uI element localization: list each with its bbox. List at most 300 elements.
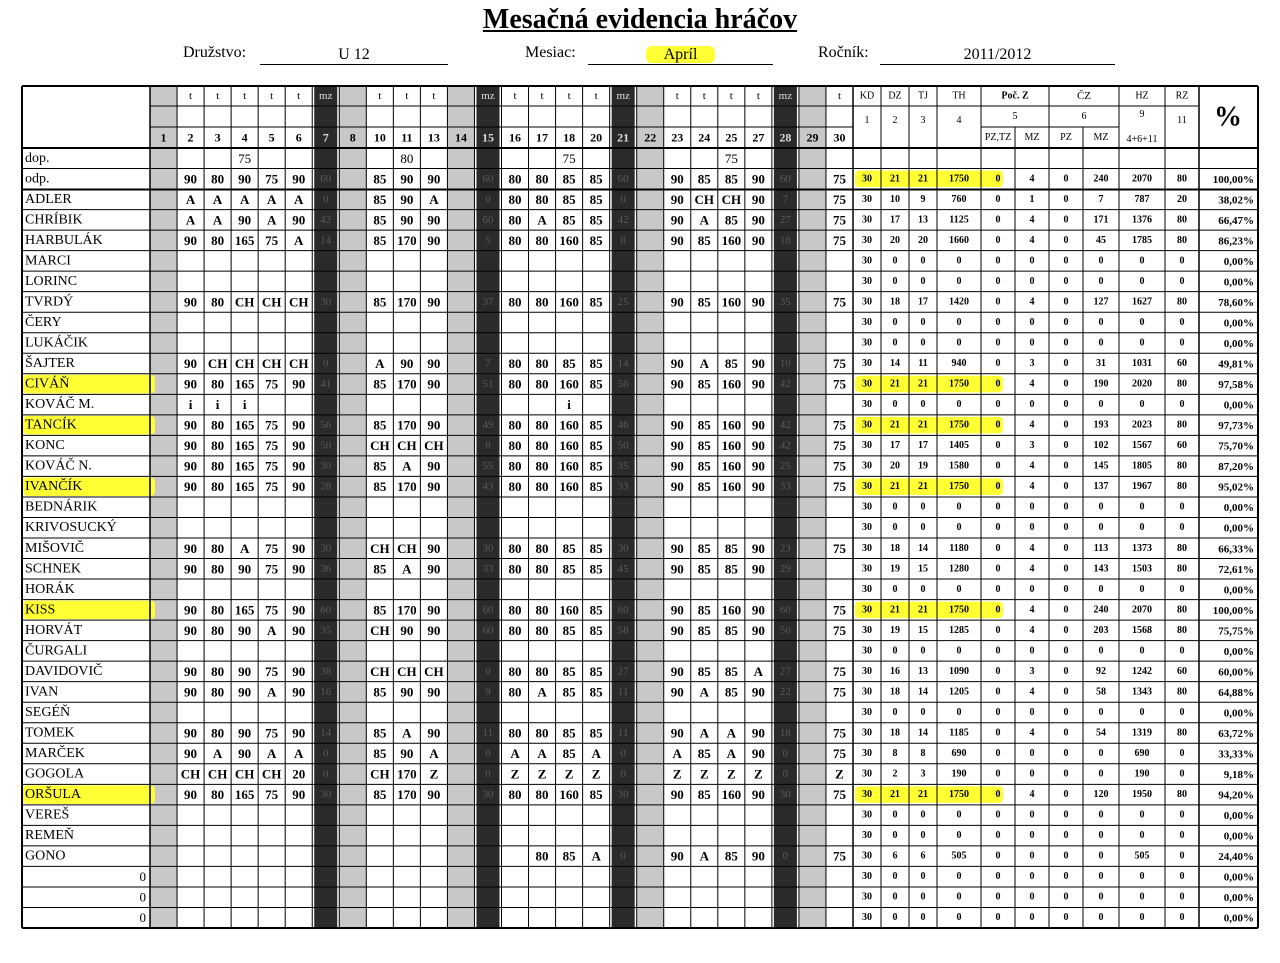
stat-value: 0 <box>1063 460 1069 472</box>
day-value: 49 <box>482 419 494 432</box>
day-value: 80 <box>535 663 549 679</box>
day-value: 85 <box>697 438 711 454</box>
page-title: Mesačná evidencia hráčov <box>482 4 798 35</box>
stat-value: 0 <box>1063 440 1069 452</box>
stat-value: 30 <box>862 173 872 185</box>
player-name: KOVÁČ M. <box>25 397 95 413</box>
day-value: A <box>591 746 601 762</box>
day-value: 43 <box>482 480 494 493</box>
stat-value: 0 <box>920 337 926 349</box>
day-value: 30 <box>320 460 332 473</box>
day-value: 85 <box>589 356 603 372</box>
stat-value: 4 <box>1029 378 1035 390</box>
day-value: 90 <box>184 438 198 454</box>
stat-value: 240 <box>1093 173 1109 185</box>
day-value: 41 <box>320 378 332 391</box>
month-label: Mesiac: <box>525 44 576 61</box>
day-value: 85 <box>373 479 387 495</box>
stat-value: 0 <box>892 583 898 595</box>
day-value: 90 <box>427 376 441 392</box>
day-type: t <box>297 90 301 102</box>
day-value: 85 <box>373 561 387 577</box>
stat-value: 4 <box>1029 686 1035 698</box>
stat-value: 0 <box>1139 912 1145 924</box>
day-value: 0 <box>620 193 626 206</box>
day-value: A <box>402 561 412 577</box>
stat-value: 31 <box>1096 358 1106 370</box>
stat-value: 1180 <box>949 542 969 554</box>
stat-value: 0 <box>995 748 1001 760</box>
day-value: 80 <box>508 294 522 310</box>
day-value: 90 <box>292 417 306 433</box>
day-value: 160 <box>559 376 579 392</box>
day-value: 90 <box>751 787 765 803</box>
day-value: 85 <box>562 171 576 187</box>
stat-value: 30 <box>862 460 872 472</box>
stat-value: 21 <box>918 481 928 493</box>
day-value: 18 <box>779 234 791 247</box>
day-value: 90 <box>751 376 765 392</box>
day-value: 80 <box>508 540 522 556</box>
day-value: 90 <box>427 561 441 577</box>
row-label: 0 <box>139 889 146 905</box>
player-name: ČERY <box>25 314 62 330</box>
day-type: mz <box>778 90 793 102</box>
percent-value: 66,33% <box>1218 543 1254 556</box>
stat-value: 4 <box>1029 419 1035 431</box>
day-value: 75 <box>832 171 846 187</box>
stat-value: 0 <box>1029 645 1035 657</box>
day-value: 90 <box>184 561 198 577</box>
day-number: 24 <box>698 130 711 145</box>
day-value: 160 <box>559 232 579 248</box>
day-value: 85 <box>724 561 738 577</box>
day-value: 160 <box>721 232 742 248</box>
stat-value: 0 <box>1063 255 1069 267</box>
day-type: t <box>216 90 220 102</box>
stat-value: 0 <box>1179 768 1185 780</box>
stat-value: 21 <box>890 378 900 390</box>
player-name: HORVÁT <box>25 622 83 638</box>
row-label: 0 <box>139 910 146 926</box>
day-value: 90 <box>670 438 684 454</box>
day-value: 90 <box>751 746 765 762</box>
day-value: 160 <box>559 602 579 618</box>
day-value: 90 <box>292 787 306 803</box>
day-value: 0 <box>323 193 329 206</box>
stat-value: 0 <box>1179 891 1185 903</box>
day-value: A <box>699 848 709 864</box>
dark-column <box>314 86 337 928</box>
stat-value: 102 <box>1093 440 1109 452</box>
day-value: 30 <box>320 295 332 308</box>
day-value: CH <box>424 438 444 454</box>
player-name: LORINC <box>25 273 78 289</box>
day-value: 10 <box>779 357 791 370</box>
percent-value: 78,60% <box>1218 296 1254 309</box>
day-value: 90 <box>184 540 198 556</box>
stat-value: 0 <box>1029 748 1035 760</box>
day-number: 22 <box>644 130 657 145</box>
day-value: 170 <box>397 787 417 803</box>
stat-value: 1627 <box>1132 296 1152 308</box>
stat-value: 30 <box>862 891 872 903</box>
stat-value: 1405 <box>949 440 969 452</box>
player-name: ČURGALI <box>25 643 88 659</box>
day-value: 80 <box>211 663 225 679</box>
stat-value: 0 <box>1179 871 1185 883</box>
stat-value: 30 <box>862 850 872 862</box>
stat-value: 30 <box>862 665 872 677</box>
stat-value: 0 <box>1139 316 1145 328</box>
stat-value: 0 <box>1063 748 1069 760</box>
day-value: 90 <box>292 479 306 495</box>
day-value: 90 <box>670 622 684 638</box>
day-value: A <box>726 725 737 741</box>
day-value: A <box>266 191 277 207</box>
stat-value: 4 <box>1029 173 1035 185</box>
day-value: 38 <box>320 665 332 678</box>
stat-value: 21 <box>890 481 900 493</box>
percent-value: 0,00% <box>1223 892 1254 905</box>
stat-value: 21 <box>918 419 928 431</box>
stat-value: 0 <box>920 912 926 924</box>
day-value: 90 <box>292 602 306 618</box>
day-value: 85 <box>589 232 603 248</box>
day-value: 75 <box>265 376 279 392</box>
stat-value: 1750 <box>949 604 969 616</box>
day-value: 33 <box>482 562 494 575</box>
day-value: 80 <box>535 294 549 310</box>
stat-number: 3 <box>920 115 926 126</box>
player-name: GONO <box>25 848 66 864</box>
player-name: TANCÍK <box>25 417 77 433</box>
day-value: 75 <box>832 458 846 474</box>
day-value: CH <box>180 766 201 782</box>
stat-value: 0 <box>1139 522 1145 534</box>
day-value: 85 <box>373 602 387 618</box>
day-value: 90 <box>751 356 765 372</box>
stat-value: 1242 <box>1132 665 1152 677</box>
stat-value: 0 <box>1098 316 1104 328</box>
stat-value: 18 <box>890 727 900 739</box>
day-value: 60 <box>617 172 629 185</box>
day-value: 80 <box>535 602 549 618</box>
day-value: 85 <box>589 725 603 741</box>
player-name: SCHNEK <box>25 561 82 577</box>
day-number: 4 <box>241 130 248 145</box>
stat-value: 0 <box>1179 912 1185 924</box>
day-value: 90 <box>751 212 765 228</box>
player-name: HARBULÁK <box>25 232 103 248</box>
stat-value: 30 <box>862 686 872 698</box>
stat-value: 0 <box>995 604 1001 616</box>
day-type: t <box>378 90 382 102</box>
stat-value: 21 <box>890 419 900 431</box>
day-value: 160 <box>721 787 742 803</box>
day-value: 90 <box>670 458 684 474</box>
day-type: t <box>567 90 571 102</box>
stat-value: 0 <box>920 809 926 821</box>
day-value: 90 <box>184 417 198 433</box>
stat-value: 0 <box>995 440 1001 452</box>
day-value: 90 <box>670 479 684 495</box>
stat-value: 0 <box>995 645 1001 657</box>
day-value: 80 <box>535 725 549 741</box>
day-value: 25 <box>779 460 791 473</box>
stat-value: 0 <box>956 830 962 842</box>
day-value: 0 <box>323 768 329 781</box>
day-value: 90 <box>751 417 765 433</box>
percent-value: 95,02% <box>1218 481 1254 494</box>
day-value: A <box>212 746 223 762</box>
percent-value: 86,23% <box>1218 235 1254 248</box>
percent-value: 0,00% <box>1223 584 1254 597</box>
stat-value: 0 <box>1098 501 1104 513</box>
day-value: 90 <box>751 458 765 474</box>
stat-value: 0 <box>1098 912 1104 924</box>
dark-column <box>612 86 635 928</box>
day-value: 80 <box>535 356 549 372</box>
day-value: 165 <box>234 602 255 618</box>
stat-header: RZ <box>1175 90 1189 102</box>
day-value: A <box>212 212 223 228</box>
stat-value: 30 <box>862 645 872 657</box>
stat-value: 120 <box>1093 789 1109 801</box>
stat-value: 0 <box>920 830 926 842</box>
shaded-column <box>799 86 826 928</box>
stat-value: 80 <box>1177 686 1187 698</box>
day-value: CH <box>207 766 228 782</box>
percent-value: 24,40% <box>1218 851 1254 864</box>
day-value: 42 <box>617 213 629 226</box>
stat-value: 30 <box>862 583 872 595</box>
percent-value: 0,00% <box>1223 255 1254 268</box>
day-value: 90 <box>184 602 198 618</box>
day-value: 33 <box>779 480 791 493</box>
stat-value: 0 <box>1139 399 1145 411</box>
day-value: 9 <box>485 685 491 698</box>
day-value: 80 <box>535 191 549 207</box>
day-value: 90 <box>400 622 414 638</box>
stat-value: 0 <box>1139 809 1145 821</box>
day-value: A <box>402 725 412 741</box>
day-value: 90 <box>427 622 441 638</box>
percent-value: 0,00% <box>1223 645 1254 658</box>
day-value: 90 <box>670 848 684 864</box>
day-value: 85 <box>373 294 387 310</box>
stat-value: 0 <box>892 809 898 821</box>
day-value: 80 <box>535 622 549 638</box>
day-value: 90 <box>751 438 765 454</box>
stat-value: 80 <box>1177 727 1187 739</box>
stat-value: 0 <box>1098 850 1104 862</box>
stat-value: 0 <box>995 665 1001 677</box>
day-type: t <box>540 90 544 102</box>
day-number: 20 <box>590 130 603 145</box>
day-value: 90 <box>427 232 441 248</box>
day-value: Z <box>726 766 736 782</box>
stat-value: 1373 <box>1132 542 1152 554</box>
stat-value: 0 <box>1029 275 1035 287</box>
stat-value: 0 <box>956 583 962 595</box>
day-value: 75 <box>832 540 846 556</box>
stat-value: 1567 <box>1132 440 1152 452</box>
stat-value: 0 <box>1063 583 1069 595</box>
day-value: 85 <box>697 232 711 248</box>
stat-value: 0 <box>956 337 962 349</box>
stat-value: 30 <box>862 542 872 554</box>
day-value: 80 <box>508 212 522 228</box>
stat-value: 1031 <box>1132 358 1152 370</box>
day-value: Z <box>510 766 520 782</box>
stat-value: 1967 <box>1132 481 1152 493</box>
stat-value: 0 <box>920 583 926 595</box>
day-value: 50 <box>617 439 629 452</box>
day-value: 75 <box>832 191 846 207</box>
day-value: A <box>672 746 682 762</box>
day-value: A <box>699 356 709 372</box>
percent-value: 0,00% <box>1223 502 1254 515</box>
day-value: 60 <box>482 172 494 185</box>
day-type: t <box>837 90 842 102</box>
day-value: 75 <box>832 663 846 679</box>
day-number: 7 <box>322 130 329 145</box>
group-header: ČZ <box>1076 90 1092 102</box>
day-value: 0 <box>620 747 626 760</box>
day-value: 85 <box>697 171 711 187</box>
stat-value: 80 <box>1177 542 1187 554</box>
day-value: 170 <box>397 417 417 433</box>
player-name: LUKÁČIK <box>25 335 88 351</box>
day-value: Z <box>672 766 682 782</box>
day-value: 75 <box>832 212 846 228</box>
day-value: 90 <box>427 417 441 433</box>
stat-value: 4 <box>1029 214 1035 226</box>
stat-value: 80 <box>1177 460 1187 472</box>
day-value: 85 <box>589 663 603 679</box>
stat-value: 0 <box>995 460 1001 472</box>
stat-value: 80 <box>1177 563 1187 575</box>
day-value: 80 <box>508 561 522 577</box>
stat-value: 0 <box>995 234 1001 246</box>
stat-value: 30 <box>862 563 872 575</box>
stat-value: 0 <box>956 891 962 903</box>
day-value: CH <box>288 294 309 310</box>
day-number: 11 <box>401 130 413 145</box>
stat-value: 0 <box>995 419 1001 431</box>
stat-value: 3 <box>1029 358 1035 370</box>
day-value: 85 <box>589 787 603 803</box>
day-value: CH <box>234 356 255 372</box>
day-value: 35 <box>617 460 629 473</box>
group-header: Poč. Z <box>1001 90 1029 102</box>
stat-value: 3 <box>920 768 926 780</box>
day-number: 6 <box>295 130 302 145</box>
day-value: 85 <box>373 787 387 803</box>
day-value: 90 <box>292 622 306 638</box>
stat-value: 0 <box>1179 748 1185 760</box>
day-value: 14 <box>617 357 629 370</box>
stat-value: 0 <box>1063 275 1069 287</box>
stat-value: 21 <box>918 789 928 801</box>
stat-value: 0 <box>892 830 898 842</box>
stat-value: 137 <box>1093 481 1109 493</box>
stat-value: 20 <box>918 234 928 246</box>
stat-value: 20 <box>890 234 900 246</box>
percent-header: % <box>1214 101 1242 133</box>
stat-value: 21 <box>918 378 928 390</box>
day-value: A <box>753 663 764 679</box>
day-value: A <box>266 746 277 762</box>
day-value: 90 <box>292 561 306 577</box>
stat-value: 0 <box>1098 645 1104 657</box>
stat-value: 0 <box>956 275 962 287</box>
day-value: 75 <box>265 540 279 556</box>
day-value: CH <box>370 540 390 556</box>
stat-value: 4 <box>1029 234 1035 246</box>
day-number: 21 <box>617 130 630 145</box>
day-value: 80 <box>508 356 522 372</box>
stat-value: 0 <box>995 830 1001 842</box>
day-value: A <box>429 191 439 207</box>
day-value: 50 <box>320 439 332 452</box>
day-value: 75 <box>832 602 846 618</box>
day-value: A <box>266 212 277 228</box>
day-type: t <box>432 90 436 102</box>
stat-value: 80 <box>1177 214 1187 226</box>
stat-value: 18 <box>890 296 900 308</box>
stat-value: 0 <box>995 214 1001 226</box>
year-label: Ročník: <box>818 44 869 61</box>
player-name: DAVIDOVIČ <box>25 663 103 679</box>
day-value: 30 <box>779 788 791 801</box>
day-value: 75 <box>265 602 279 618</box>
day-type: t <box>189 90 193 102</box>
day-number: 18 <box>563 130 576 145</box>
day-value: 85 <box>589 458 603 474</box>
day-value: 85 <box>562 356 576 372</box>
day-value: 7 <box>782 193 789 206</box>
day-value: A <box>266 684 277 700</box>
day-value: 80 <box>211 725 225 741</box>
day-value: 90 <box>292 663 306 679</box>
day-value: 33 <box>617 480 629 493</box>
day-value: 27 <box>779 213 791 226</box>
stat-value: 1 <box>1029 193 1035 205</box>
stat-value: 4 <box>1029 460 1035 472</box>
day-value: 90 <box>184 232 198 248</box>
stat-value: 0 <box>920 316 926 328</box>
stat-value: 0 <box>1029 255 1035 267</box>
day-value: 85 <box>373 232 387 248</box>
day-value: CH <box>397 540 417 556</box>
day-value: 35 <box>779 295 791 308</box>
stat-value: 80 <box>1177 296 1187 308</box>
stat-value: 13 <box>918 214 928 226</box>
day-value: 90 <box>292 725 306 741</box>
day-number: 3 <box>214 130 221 145</box>
stat-value: 92 <box>1096 665 1106 677</box>
stat-value: 1420 <box>949 296 969 308</box>
stat-value: 3 <box>1029 665 1035 677</box>
stat-value: 0 <box>1063 316 1069 328</box>
player-name: VEREŠ <box>25 807 70 823</box>
team-label: Družstvo: <box>183 44 247 61</box>
stat-value: 17 <box>890 214 900 226</box>
player-name: ORŠULA <box>25 787 82 803</box>
day-value: 160 <box>559 458 579 474</box>
